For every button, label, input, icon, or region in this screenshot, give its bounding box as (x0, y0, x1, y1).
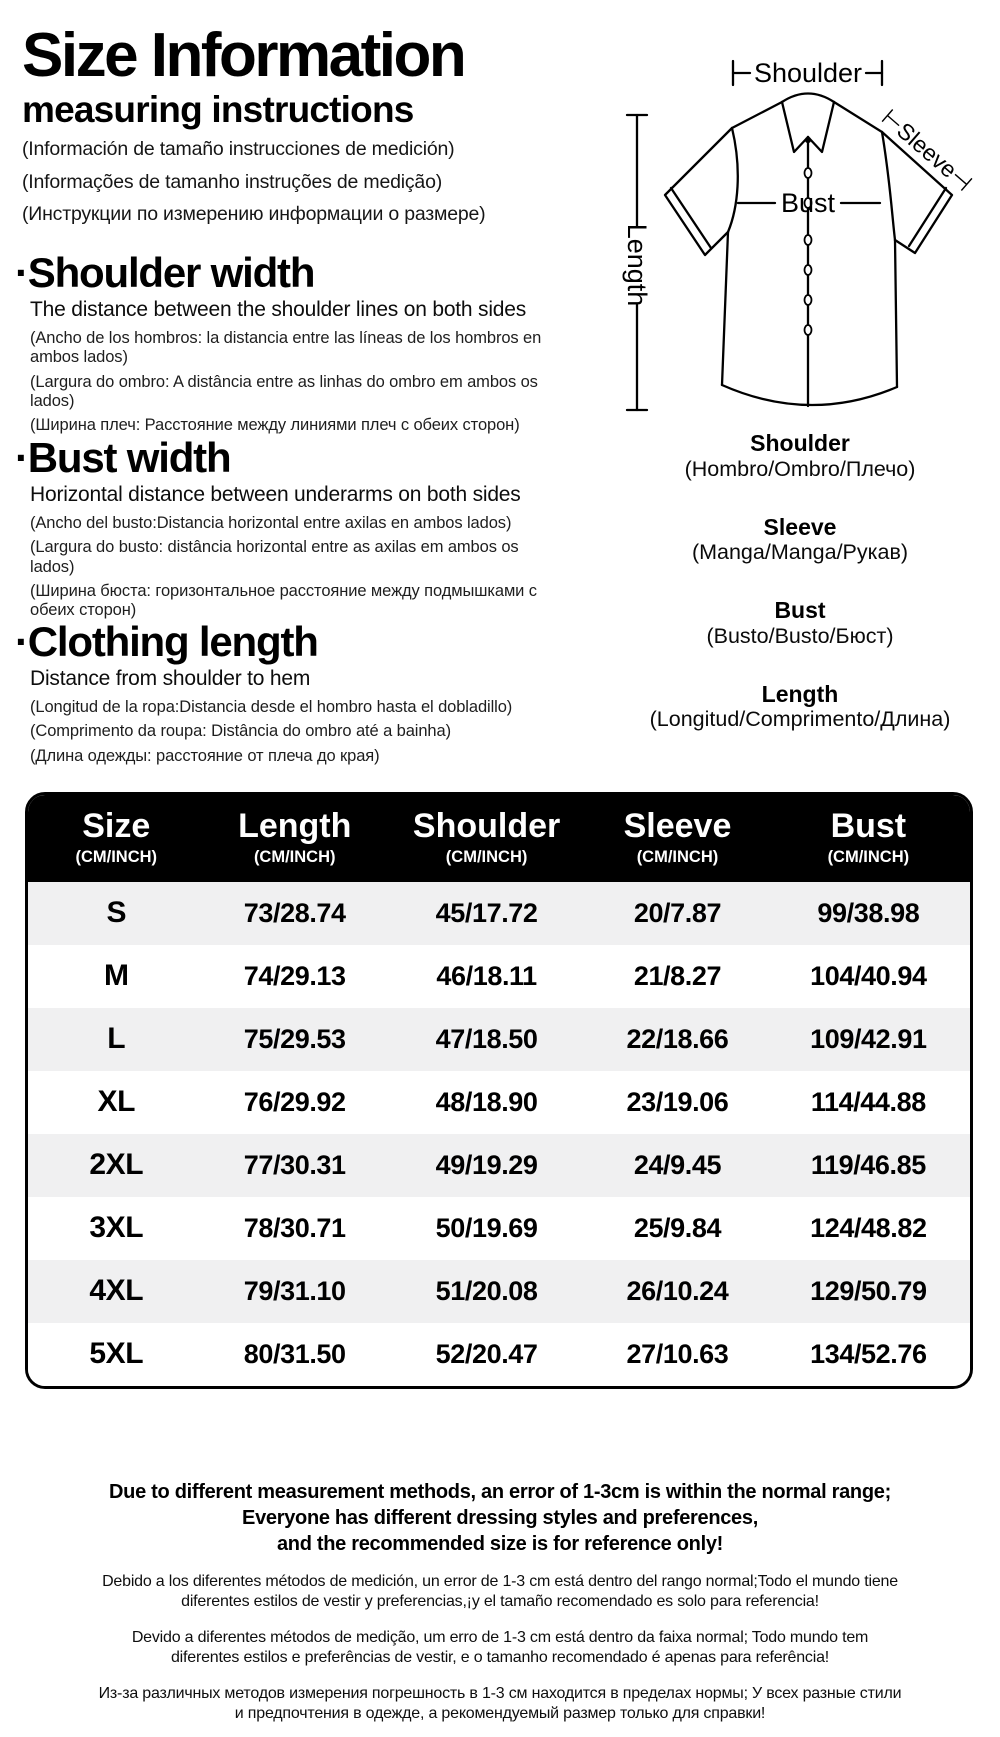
cell-sleeve: 23/19.06 (626, 1086, 729, 1117)
size-table (25, 792, 973, 1389)
shoulder-measure-label: Shoulder (753, 58, 863, 88)
footer-note-en: Due to different measurement methods, an error of 1-3cm is within the normal range; Everyone has different dressing styles and preferences, and the recommended size is for reference only! (109, 1481, 891, 1555)
cell-bust: 109/42.91 (810, 1023, 927, 1054)
cell-bust: 99/38.98 (817, 897, 920, 928)
legend-item-length (530, 682, 1000, 734)
legend-translation: (Manga/Manga/Рукав) (691, 540, 909, 565)
unit-note: (CM/INCH) (445, 847, 528, 866)
legend-translation: (Busto/Busto/Бюст) (706, 623, 894, 648)
unit-note: (CM/INCH) (636, 847, 719, 866)
footer (0, 1479, 1000, 1725)
cell-size: 5XL (89, 1337, 144, 1371)
section-translation-ru: (Длина одежды: расстояние от плеча до края) (30, 746, 380, 765)
legend-term: Length (761, 680, 839, 707)
footer-note-pt: Devido a diferentes métodos de medição, um erro de 1-3 cm está dentro da faixa normal; Todo mundo tem diferentes estilos e preferências de vestir, e o tamanho recomendado é apenas para referência! (131, 1628, 869, 1667)
unit-note: (CM/INCH) (827, 847, 910, 866)
cell-sleeve: 26/10.24 (626, 1275, 729, 1306)
page-subtitle: measuring instructions (22, 89, 414, 131)
section-translation-pt: (Largura do ombro: A distância entre as linhas do ombro em ambos os lados) (30, 372, 538, 410)
subtitle-translation-es: (Información de tamaño instrucciones de medición) (22, 138, 455, 161)
table-row-xl (28, 1071, 970, 1134)
cell-size: M (103, 959, 129, 993)
column-header-sleeve: Sleeve (CM/INCH) (588, 808, 766, 867)
section-translation-pt: (Comprimento da roupa: Distância do ombro até a bainha) (30, 722, 451, 741)
shirt-diagram (530, 40, 1000, 428)
cell-size: S (106, 896, 127, 930)
cell-sleeve: 27/10.63 (626, 1338, 729, 1369)
cell-length: 73/28.74 (243, 897, 346, 928)
shirt-outline (722, 102, 897, 406)
sleeve-measure-label: ⊢Sleeve⊣ (876, 103, 978, 197)
column-header-shoulder: Shoulder (CM/INCH) (385, 808, 588, 867)
section-clothing-length (15, 618, 563, 771)
section-translation-es: (Ancho del busto:Distancia horizontal entre axilas en ambos lados) (30, 514, 512, 532)
column-header-bust: Bust (CM/INCH) (767, 808, 970, 867)
section-description: Horizontal distance between underarms on both sides (30, 483, 521, 506)
buttons (805, 138, 812, 335)
cell-size: 2XL (89, 1148, 144, 1182)
cell-bust: 119/46.85 (810, 1149, 926, 1180)
table-row-s (28, 882, 970, 945)
section-description: The distance between the shoulder lines on both sides (30, 298, 527, 321)
cell-bust: 104/40.94 (810, 960, 927, 991)
table-row-l (28, 1008, 970, 1071)
cell-shoulder: 50/19.69 (435, 1212, 538, 1243)
table-row-3xl (28, 1197, 970, 1260)
cell-shoulder: 45/17.72 (435, 897, 538, 928)
section-shoulder-width (15, 249, 563, 440)
column-header-size: Size (CM/INCH) (28, 808, 205, 867)
cell-length: 79/31.10 (243, 1275, 346, 1306)
cell-size: XL (97, 1085, 136, 1119)
header (22, 21, 582, 227)
legend-term: Sleeve (763, 513, 837, 540)
cell-sleeve: 20/7.87 (633, 897, 722, 928)
cell-shoulder: 46/18.11 (436, 960, 537, 991)
page-title: Size Information (22, 21, 465, 90)
cell-shoulder: 47/18.50 (435, 1023, 538, 1054)
section-translation-ru: (Ширина бюста: горизонтальное расстояние между подмышками с обеих сторон) (30, 581, 537, 620)
length-measure-label: Length (622, 223, 652, 307)
cell-length: 74/29.13 (243, 960, 346, 991)
cell-sleeve: 22/18.66 (626, 1023, 729, 1054)
section-translation-es: (Ancho de los hombros: la distancia entre las líneas de los hombros en ambos lados) (30, 329, 542, 367)
section-title: ·Clothing length (15, 618, 318, 665)
legend-item-shoulder (530, 431, 1000, 483)
unit-note: (CM/INCH) (253, 847, 336, 866)
column-header-length: Length (CM/INCH) (205, 808, 385, 867)
left-sleeve (665, 128, 732, 255)
legend-translation: (Hombro/Ombro/Плечо) (684, 456, 916, 481)
cell-bust: 134/52.76 (810, 1338, 927, 1369)
footer-note-ru: Из-за различных методов измерения погрешность в 1-3 см находится в пределах нормы; У всех разные стили и предпочтения в одежде, а рекомендуемый размер только для справки! (98, 1684, 902, 1723)
cell-length: 78/30.71 (243, 1212, 346, 1243)
section-bust-width (15, 434, 563, 625)
cell-shoulder: 49/19.29 (435, 1149, 538, 1180)
cell-bust: 129/50.79 (810, 1275, 927, 1306)
legend-item-sleeve (530, 515, 1000, 567)
shirt-diagram-svg (530, 40, 1000, 428)
cell-shoulder: 52/20.47 (435, 1338, 538, 1369)
footer-note-es: Debido a los diferentes métodos de medición, un error de 1-3 cm está dentro del rango normal;Todo el mundo tiene diferentes estilos de vestir y preferencias,¡y el tamaño recomendado es solo para referencia! (102, 1573, 898, 1611)
subtitle-translation-ru: (Инструкции по измерению информации о размере) (22, 202, 486, 225)
section-translation-es: (Longitud de la ropa:Distancia desde el hombro hasta el dobladillo) (30, 698, 513, 716)
table-row-m (28, 945, 970, 1008)
cell-bust: 124/48.82 (810, 1212, 927, 1243)
section-translation-ru: (Ширина плеч: Расстояние между линиями плеч с обеих сторон) (30, 416, 520, 435)
section-translation-pt: (Largura do busto: distância horizontal entre as axilas em ambos os lados) (30, 538, 519, 576)
cell-length: 80/31.50 (243, 1338, 346, 1369)
table-row-5xl (28, 1323, 970, 1386)
diagram-legend (530, 431, 1000, 765)
table-row-2xl (28, 1134, 970, 1197)
cell-bust: 114/44.88 (810, 1086, 926, 1117)
legend-term: Shoulder (750, 430, 850, 456)
cell-sleeve: 24/9.45 (633, 1149, 722, 1180)
subtitle-translation-pt: (Informações de tamanho instruções de medição) (22, 170, 443, 193)
cell-sleeve: 25/9.84 (633, 1212, 722, 1243)
cell-size: L (107, 1022, 126, 1056)
cell-size: 4XL (89, 1274, 144, 1308)
cell-sleeve: 21/8.27 (633, 960, 722, 991)
cell-length: 77/30.31 (243, 1149, 346, 1180)
cell-shoulder: 51/20.08 (435, 1275, 538, 1306)
legend-translation: (Longitud/Comprimento/Длина) (649, 707, 951, 732)
section-description: Distance from shoulder to hem (30, 667, 311, 690)
section-title: ·Bust width (15, 434, 231, 481)
table-header (28, 795, 970, 882)
cell-length: 75/29.53 (243, 1023, 346, 1054)
cell-size: 3XL (89, 1211, 144, 1245)
legend-item-bust (530, 598, 1000, 650)
cell-length: 76/29.92 (243, 1086, 346, 1117)
section-title: ·Shoulder width (15, 249, 315, 296)
unit-note: (CM/INCH) (75, 847, 158, 866)
table-row-4xl (28, 1260, 970, 1323)
legend-term: Bust (774, 597, 826, 624)
cell-shoulder: 48/18.90 (435, 1086, 538, 1117)
bust-measure-label: Bust (780, 188, 836, 218)
